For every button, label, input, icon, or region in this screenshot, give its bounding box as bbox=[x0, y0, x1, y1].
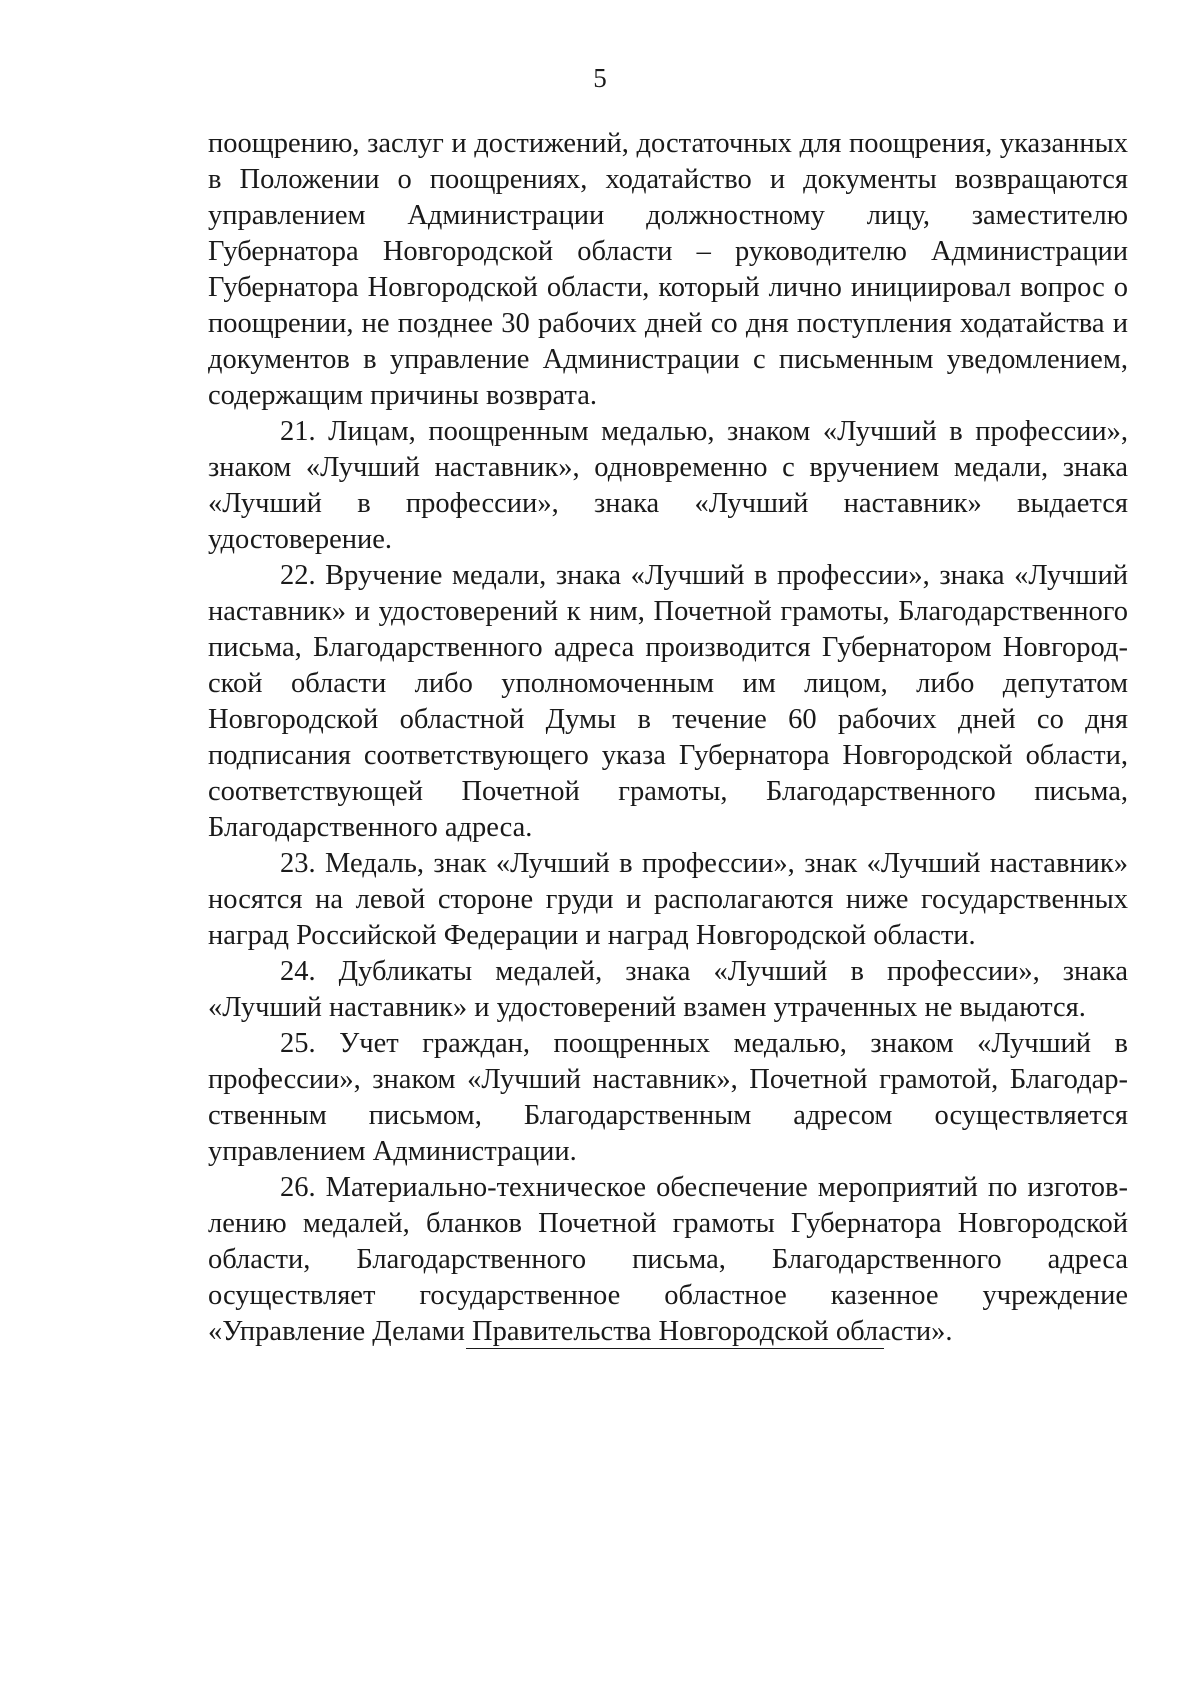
end-of-document-rule bbox=[466, 1348, 884, 1349]
document-body bbox=[208, 126, 1128, 1350]
paragraph-24: 24. Дубликаты медалей, знака «Лучший в профессии», знака «Лучший наставник» и удостоверений взамен утраченных не выдаются. bbox=[208, 956, 1128, 1023]
page-number: 5 bbox=[593, 63, 607, 93]
paragraph-continuation: поощрению, заслуг и достижений, достаточных для поощрения, указанных в Положении о поощрениях, ходатайство и документы возвращаются управлением Администрации должностному лицу, заместителю Губернатора Новгородской области – руководителю Администрации Губернатора Новгородской области, который лично инициировал вопрос о поощрении, не позднее 30 рабочих дней со дня поступления ходатайства и документов в управление Администрации с письменным уведомлением, содержащим причины возврата. bbox=[208, 128, 1128, 411]
paragraph-22: 22. Вручение медали, знака «Лучший в профессии», знака «Лучший наставник» и удостоверений к ним, Почетной грамоты, Благодарственного письма, Благодарственного адреса производится Губернатором Новгородской области либо уполномоченным им лицом, либо депутатом Новгородской областной Думы в течение 60 рабочих дней со дня подписания соответствующего указа Губернатора Новгородской области, соответствующей Почетной грамоты, Благодарственного письма, Благодарственного адреса. bbox=[208, 560, 1128, 843]
paragraph-26: 26. Материально-техническое обеспечение мероприятий по изготовлению медалей, бланков Почетной грамоты Губернатора Новгородской области, Благодарственного письма, Благодарственного адреса осуществляет государственное областное казенное учреждение «Управление Делами Правительства Новгородской области». bbox=[208, 1172, 1128, 1347]
paragraph-25: 25. Учет граждан, поощренных медалью, знаком «Лучший в профессии», знаком «Лучший наставник», Почетной грамотой, Благодарственным письмом, Благодарственным адресом осуществляется управлением Администрации. bbox=[208, 1028, 1128, 1167]
paragraph-23: 23. Медаль, знак «Лучший в профессии», знак «Лучший наставник» носятся на левой стороне груди и располагаются ниже государственных наград Российской Федерации и наград Новгородской области. bbox=[208, 848, 1128, 951]
paragraph-21: 21. Лицам, поощренным медалью, знаком «Лучший в профессии», знаком «Лучший наставник», одновременно с вручением медали, знака «Лучший в профессии», знака «Лучший наставник» выдается удостоверение. bbox=[208, 416, 1128, 555]
